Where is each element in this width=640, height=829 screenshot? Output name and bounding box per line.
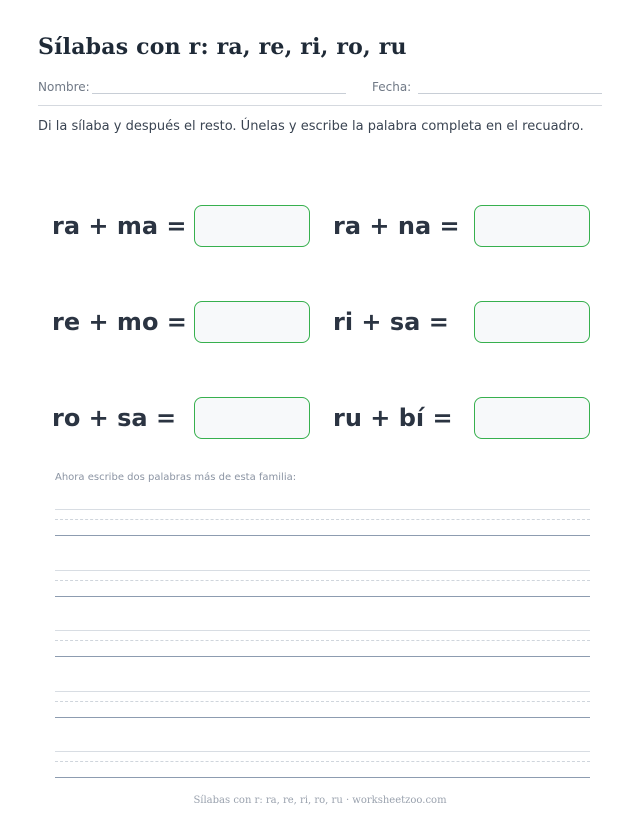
- worksheet-title: Sílabas con r: ra, re, ri, ro, ru: [38, 34, 407, 60]
- writing-line-2-base: [55, 596, 590, 597]
- equation-3: re + mo =: [52, 308, 187, 336]
- date-label: Fecha:: [372, 80, 412, 94]
- equation-2: ra + na =: [333, 212, 460, 240]
- footer: Sílabas con r: ra, re, ri, ro, ru · worksheetzoo.com: [193, 795, 447, 806]
- writing-line-1-mid: [55, 519, 590, 520]
- answer-box-3[interactable]: [194, 301, 310, 343]
- writing-line-4-mid: [55, 701, 590, 702]
- writing-line-3-mid: [55, 640, 590, 641]
- writing-prompt: Ahora escribe dos palabras más de esta familia:: [55, 472, 297, 483]
- answer-box-4[interactable]: [474, 301, 590, 343]
- writing-line-5-base: [55, 777, 590, 778]
- writing-line-5-mid: [55, 761, 590, 762]
- equation-4: ri + sa =: [333, 308, 449, 336]
- writing-line-3-top: [55, 630, 590, 631]
- instructions: Di la sílaba y después el resto. Únelas y escribe la palabra completa en el recuadro.: [38, 119, 584, 134]
- equation-1: ra + ma =: [52, 212, 187, 240]
- equation-5: ro + sa =: [52, 404, 177, 432]
- writing-line-2-mid: [55, 580, 590, 581]
- date-line[interactable]: [418, 93, 602, 94]
- answer-box-5[interactable]: [194, 397, 310, 439]
- writing-line-5-top: [55, 751, 590, 752]
- answer-box-6[interactable]: [474, 397, 590, 439]
- writing-line-1-top: [55, 509, 590, 510]
- writing-line-2-top: [55, 570, 590, 571]
- name-label: Nombre:: [38, 80, 90, 94]
- writing-line-4-top: [55, 691, 590, 692]
- date-field: [372, 80, 602, 94]
- answer-box-2[interactable]: [474, 205, 590, 247]
- writing-line-4-base: [55, 717, 590, 718]
- equation-6: ru + bí =: [333, 404, 453, 432]
- header-divider: [38, 105, 602, 106]
- writing-line-1-base: [55, 535, 590, 536]
- name-field: [38, 80, 346, 94]
- answer-box-1[interactable]: [194, 205, 310, 247]
- name-line[interactable]: [92, 93, 346, 94]
- writing-line-3-base: [55, 656, 590, 657]
